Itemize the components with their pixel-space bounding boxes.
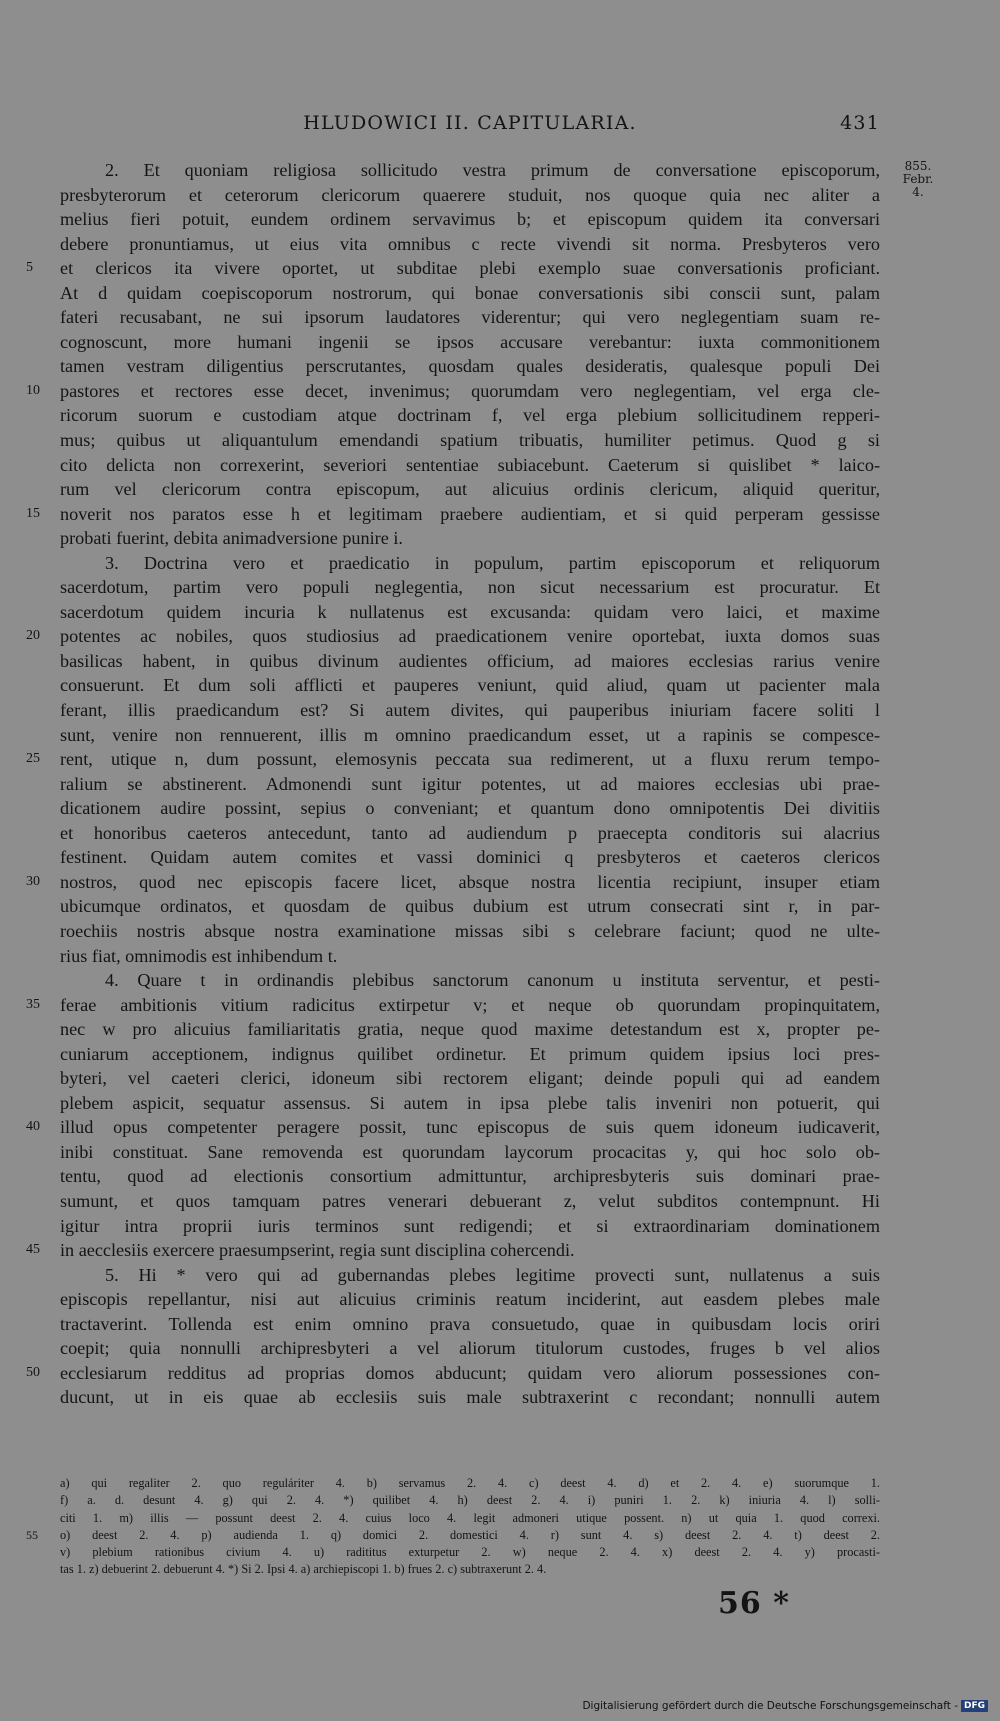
text-line: et honoribus caeteros antecedunt, tanto ad audiendum p praecepta conditoris sui alacrius (60, 822, 880, 843)
text-line: ricorum suorum e custodiam atque doctrinam f, vel erga plebium sollicitudinem repperi- (60, 405, 880, 426)
margin-date-note (896, 160, 940, 199)
margin-month: Febr. (902, 172, 934, 186)
text-line: potentes ac nobiles, quos studiosius ad praedicationem venire oportebat, iuxta domos suas 20 (60, 624, 880, 649)
line-number: 35 (26, 996, 40, 1012)
text-line: nostros, quod nec episcopis facere licet, absque nostra licentia recipiunt, insuper etiam 30 (60, 870, 880, 895)
text-line: nec w pro alicuius familiaritatis gratia, neque quod maxime detestandum est x, propter pe- (60, 1019, 880, 1040)
main-text (26, 158, 880, 1410)
text-line: rent, utique n, dum possunt, elemosynis peccata sua redimerent, ut a fluxu rerum tempo- 25 (60, 747, 880, 772)
credit-text: Digitalisierung gefördert durch die Deutsche Forschungsgemeinschaft - (582, 1700, 958, 1712)
text-line: probati fuerint, debita animadversione punire i. (60, 528, 403, 549)
footnote-line: a) qui regaliter 2. quo reguláriter 4. b) servamus 2. 4. c) deest 4. d) et 2. 4. e) suorumque 1. (60, 1476, 880, 1490)
text-line: sumunt, et quos tamquam patres venerari debuerant z, velut subditos contempnunt. Hi (60, 1190, 880, 1211)
text-line: ferant, illis praedicandum est? Si autem divites, qui pauperibus iniuriam facere soliti l (60, 700, 880, 721)
text-line: episcopis repellantur, nisi aut alicuius criminis reatum inciderint, aut easdem plebes male (60, 1289, 880, 1310)
line-number: 45 (26, 1242, 40, 1258)
text-line: illud opus competenter peragere possit, tunc episcopus de suis quem idoneum iudicaverit, 40 (60, 1115, 880, 1140)
text-line: 4. Quare t in ordinandis plebibus sanctorum canonum u instituta serventur, et pesti- (105, 970, 880, 991)
text-line: tamen vestram diligentius perscrutantes, quosdam quales desideratis, qualesque populi Dei (60, 356, 880, 377)
text-line: 3. Doctrina vero et praedicatio in populum, partim episcoporum et reliquorum (105, 552, 880, 573)
footnote-line: tas 1. z) debuerint 2. debuerunt 4. *) Si 2. Ipsi 4. a) archiepiscopi 1. b) frues 2. c) subtraxerunt 2. 4. (60, 1562, 547, 1577)
text-line: plebem aspicit, sequatur assensus. Si autem in ipsa plebe talis inveniri non potuerit, qui (60, 1092, 880, 1113)
text-line: rum vel clericorum contra episcopum, aut alicuius ordinis clericum, aliquid queritur, (60, 479, 880, 500)
margin-year: 855. (904, 159, 932, 173)
text-line: tractaverint. Tollenda est enim omnino prava consuetudo, quae in quibusdam locis oriri (60, 1313, 880, 1334)
text-line: fateri recusabant, ne sui ipsorum laudatores viderentur; qui vero neglegentiam suam re- (60, 307, 880, 328)
text-line: presbyterorum et ceterorum clericorum quaerere studuit, nos quoque quia nec aliter a (60, 184, 880, 205)
line-number: 40 (26, 1119, 40, 1135)
line-number: 30 (26, 873, 40, 889)
text-line: in aecclesiis exercere praesumpserint, regia sunt disciplina cohercendi. 45 (60, 1238, 880, 1263)
line-number: 5 (26, 260, 33, 276)
text-line: ecclesiarum redditus ad proprias domos abducunt; quidam vero aliorum possessiones con- 50 (60, 1361, 880, 1386)
header-title: HLUDOWICI II. CAPITULARIA. (303, 112, 637, 134)
text-line: debere pronuntiamus, ut eius vita omnibus c recte vivendi sit norma. Presbyteros vero (60, 233, 880, 254)
text-line: coepit; quia nonnulli archipresbyteri a vel aliorum titulorum custodes, fruges b vel alios (60, 1338, 880, 1359)
text-line: roechiis nostris absque nostra examinatione missas sibi s celebrare faciunt; quod ne ulte- (60, 920, 880, 941)
line-number: 20 (26, 628, 40, 644)
text-line: cognoscunt, more humani ingenii se ipsos accusare verebantur: iuxta commonitionem (60, 331, 880, 352)
text-line: inibi constituat. Sane removenda est quorundam laycorum procacitas y, qui hoc solo ob- (60, 1141, 880, 1162)
digitization-credit (560, 1700, 988, 1712)
text-line: 5. Hi * vero qui ad gubernandas plebes legitime provecti sunt, nullatenus a suis (105, 1264, 880, 1285)
text-line: consuerunt. Et dum soli afflicti et pauperes veniunt, quid aliud, quam ut pacienter mala (60, 675, 880, 696)
text-line: byteri, vel caeteri clerici, idoneum sibi rectorem eligant; deinde populi qui ad eandem (60, 1068, 880, 1089)
text-line: basilicas habent, in quibus divinum audientes officium, ad maiores ecclesias rarius venire (60, 650, 880, 671)
dfg-logo: DFG (961, 1700, 988, 1712)
text-line: ferae ambitionis vitium radicitus extirpetur v; et neque ob quorundam propinquitatem, 35 (60, 993, 880, 1018)
line-number: 10 (26, 382, 40, 398)
line-number: 15 (26, 505, 40, 521)
text-line: festinent. Quidam autem comites et vassi dominici q presbyteros et caeteros clericos (60, 847, 880, 868)
text-line: cuniarum acceptionem, indignus quilibet ordinetur. Et primum quidem ipsius loci pres- (60, 1043, 880, 1064)
page-number: 431 (840, 112, 880, 134)
text-line: igitur intra proprii iuris terminos sunt redigendi; et si extraordinariam dominationem (60, 1215, 880, 1236)
text-line: pastores et rectores esse decet, invenimus; quorumdam vero neglegentiam, vel erga cle- 10 (60, 379, 880, 404)
text-line: ducunt, ut in eis quae ab ecclesiis suis male subtraxerint c recondant; nonnulli autem (60, 1387, 880, 1408)
text-line: sacerdotum, partim vero populi neglegentia, non sicut necessarium est procuratur. Et (60, 577, 880, 598)
text-line: tentu, quod ad electionis consortium admittuntur, archipresbyteris suis dominari prae- (60, 1166, 880, 1187)
text-line: At d quidam coepiscoporum nostrorum, qui bonae conversationis sibi conscii sunt, palam (60, 282, 880, 303)
text-line: ubicumque ordinatos, et quosdam de quibus dubium est utrum consecrati sint r, in par- (60, 896, 880, 917)
text-line: et clericos ita vivere oportet, ut subditae plebi exemplo suae conversationis proficiant. 5 (60, 256, 880, 281)
text-line: sacerdotum quidem incuria k nullatenus est excusanda: quidam vero laici, et maxime (60, 601, 880, 622)
line-number: 50 (26, 1364, 40, 1380)
text-line: noverit nos paratos esse h et legitimam praebere audientiam, et si quid perperam gessisse 15 (60, 502, 880, 527)
footnote-line: o) deest 2. 4. p) audienda 1. q) domici 2. domestici 4. r) sunt 4. s) deest 2. 4. t) deest 2. 55 (60, 1527, 880, 1544)
footnote-line: v) plebium rationibus civium 4. u) radititus exturpetur 2. w) neque 2. 4. x) deest 2. 4. y) procasti- (60, 1545, 880, 1560)
text-line: ralium se abstinerent. Admonendi sunt igitur potentes, ut ad maiores ecclesias ubi prae- (60, 773, 880, 794)
footnote-line: citi 1. m) illis — possunt deest 2. 4. cuius loco 4. legit admoneri utique possent. n) ut quia 1. quod correxi. (60, 1510, 880, 1525)
signature-mark: 56 * (718, 1586, 790, 1621)
margin-day: 4. (912, 185, 924, 199)
text-line: mus; quibus ut aliquantulum emendandi spatium tribuatis, humiliter petimus. Quod g si (60, 430, 880, 451)
text-line: rius fiat, omnimodis est inhibendum t. (60, 945, 338, 966)
footnote-line-number: 55 (26, 1527, 38, 1542)
footnote-line: f) a. d. desunt 4. g) qui 2. 4. *) quilibet 4. h) deest 2. 4. i) puniri 1. 2. k) iniuria 4. l) solli- (60, 1493, 880, 1508)
text-line: cito delicta non correxerint, severiori sententiae subiacebunt. Caeterum si quislibet * laico- (60, 454, 880, 475)
text-line: sunt, venire non rennuerent, illis m omnino praedicandum esset, ut a rapinis se compesce- (60, 724, 880, 745)
text-line: dicationem audire possint, sepius o conveniant; et quantum dono omnipotentis Dei divitiis (60, 798, 880, 819)
line-number: 25 (26, 751, 40, 767)
text-line: melius fieri potuit, eundem ordinem servavimus b; et episcopum quidem ita conversari (60, 209, 880, 230)
text-line: 2. Et quoniam religiosa sollicitudo vestra primum de conversatione episcoporum, (105, 160, 880, 180)
footnotes (26, 1475, 880, 1579)
